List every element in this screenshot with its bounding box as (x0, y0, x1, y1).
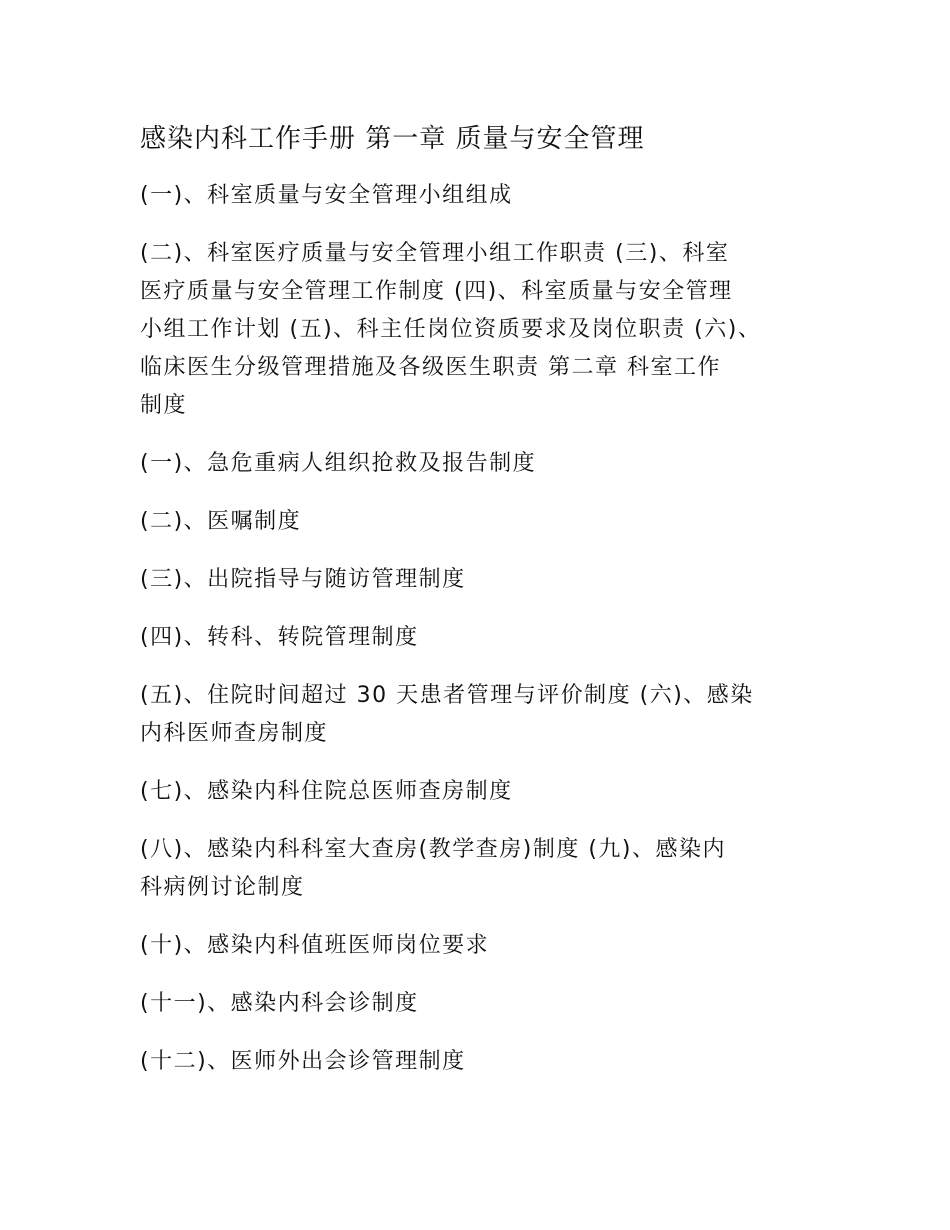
toc-line: 制度 (140, 393, 188, 418)
toc-entry-8 (140, 773, 830, 811)
toc-entry-10 (140, 927, 830, 965)
toc-line: 医疗质量与安全管理工作制度 (四)、科室质量与安全管理 (140, 279, 733, 304)
toc-entry-2 (140, 235, 830, 425)
toc-entry-6 (140, 619, 830, 657)
toc-line: 小组工作计划 (五)、科主任岗位资质要求及岗位职责 (六)、 (140, 317, 762, 342)
toc-entry-12 (140, 1043, 830, 1081)
toc-entry-3 (140, 445, 830, 483)
toc-line: (三)、出院指导与随访管理制度 (140, 567, 466, 592)
toc-line: (二)、医嘱制度 (140, 509, 302, 534)
toc-line: 科病例讨论制度 (140, 875, 305, 900)
toc-line: (十二)、医师外出会诊管理制度 (140, 1049, 466, 1074)
toc-entry-9 (140, 831, 830, 907)
document-title: 感染内科工作手册 第一章 质量与安全管理 (140, 124, 645, 154)
toc-line: (四)、转科、转院管理制度 (140, 625, 419, 650)
toc-line: (二)、科室医疗质量与安全管理小组工作职责 (三)、科室 (140, 241, 730, 266)
toc-line: 临床医生分级管理措施及各级医生职责 第二章 科室工作 (140, 355, 721, 380)
toc-entry-11 (140, 985, 830, 1023)
toc-line: (七)、感染内科住院总医师查房制度 (140, 779, 513, 804)
toc-line: (十)、感染内科值班医师岗位要求 (140, 933, 490, 958)
toc-line: (一)、急危重病人组织抢救及报告制度 (140, 451, 537, 476)
toc-line: 内科医师查房制度 (140, 721, 329, 746)
toc-entry-1 (140, 177, 830, 215)
toc-line: (十一)、感染内科会诊制度 (140, 991, 419, 1016)
toc-line: (八)、感染内科科室大查房(教学查房)制度 (九)、感染内 (140, 837, 726, 862)
toc-entry-4 (140, 503, 830, 541)
toc-line: (五)、住院时间超过 30 天患者管理与评价制度 (六)、感染 (140, 683, 754, 708)
toc-entry-7 (140, 677, 830, 753)
toc-entry-5 (140, 561, 830, 599)
document-page (140, 120, 830, 1101)
toc-line: (一)、科室质量与安全管理小组组成 (140, 183, 513, 208)
